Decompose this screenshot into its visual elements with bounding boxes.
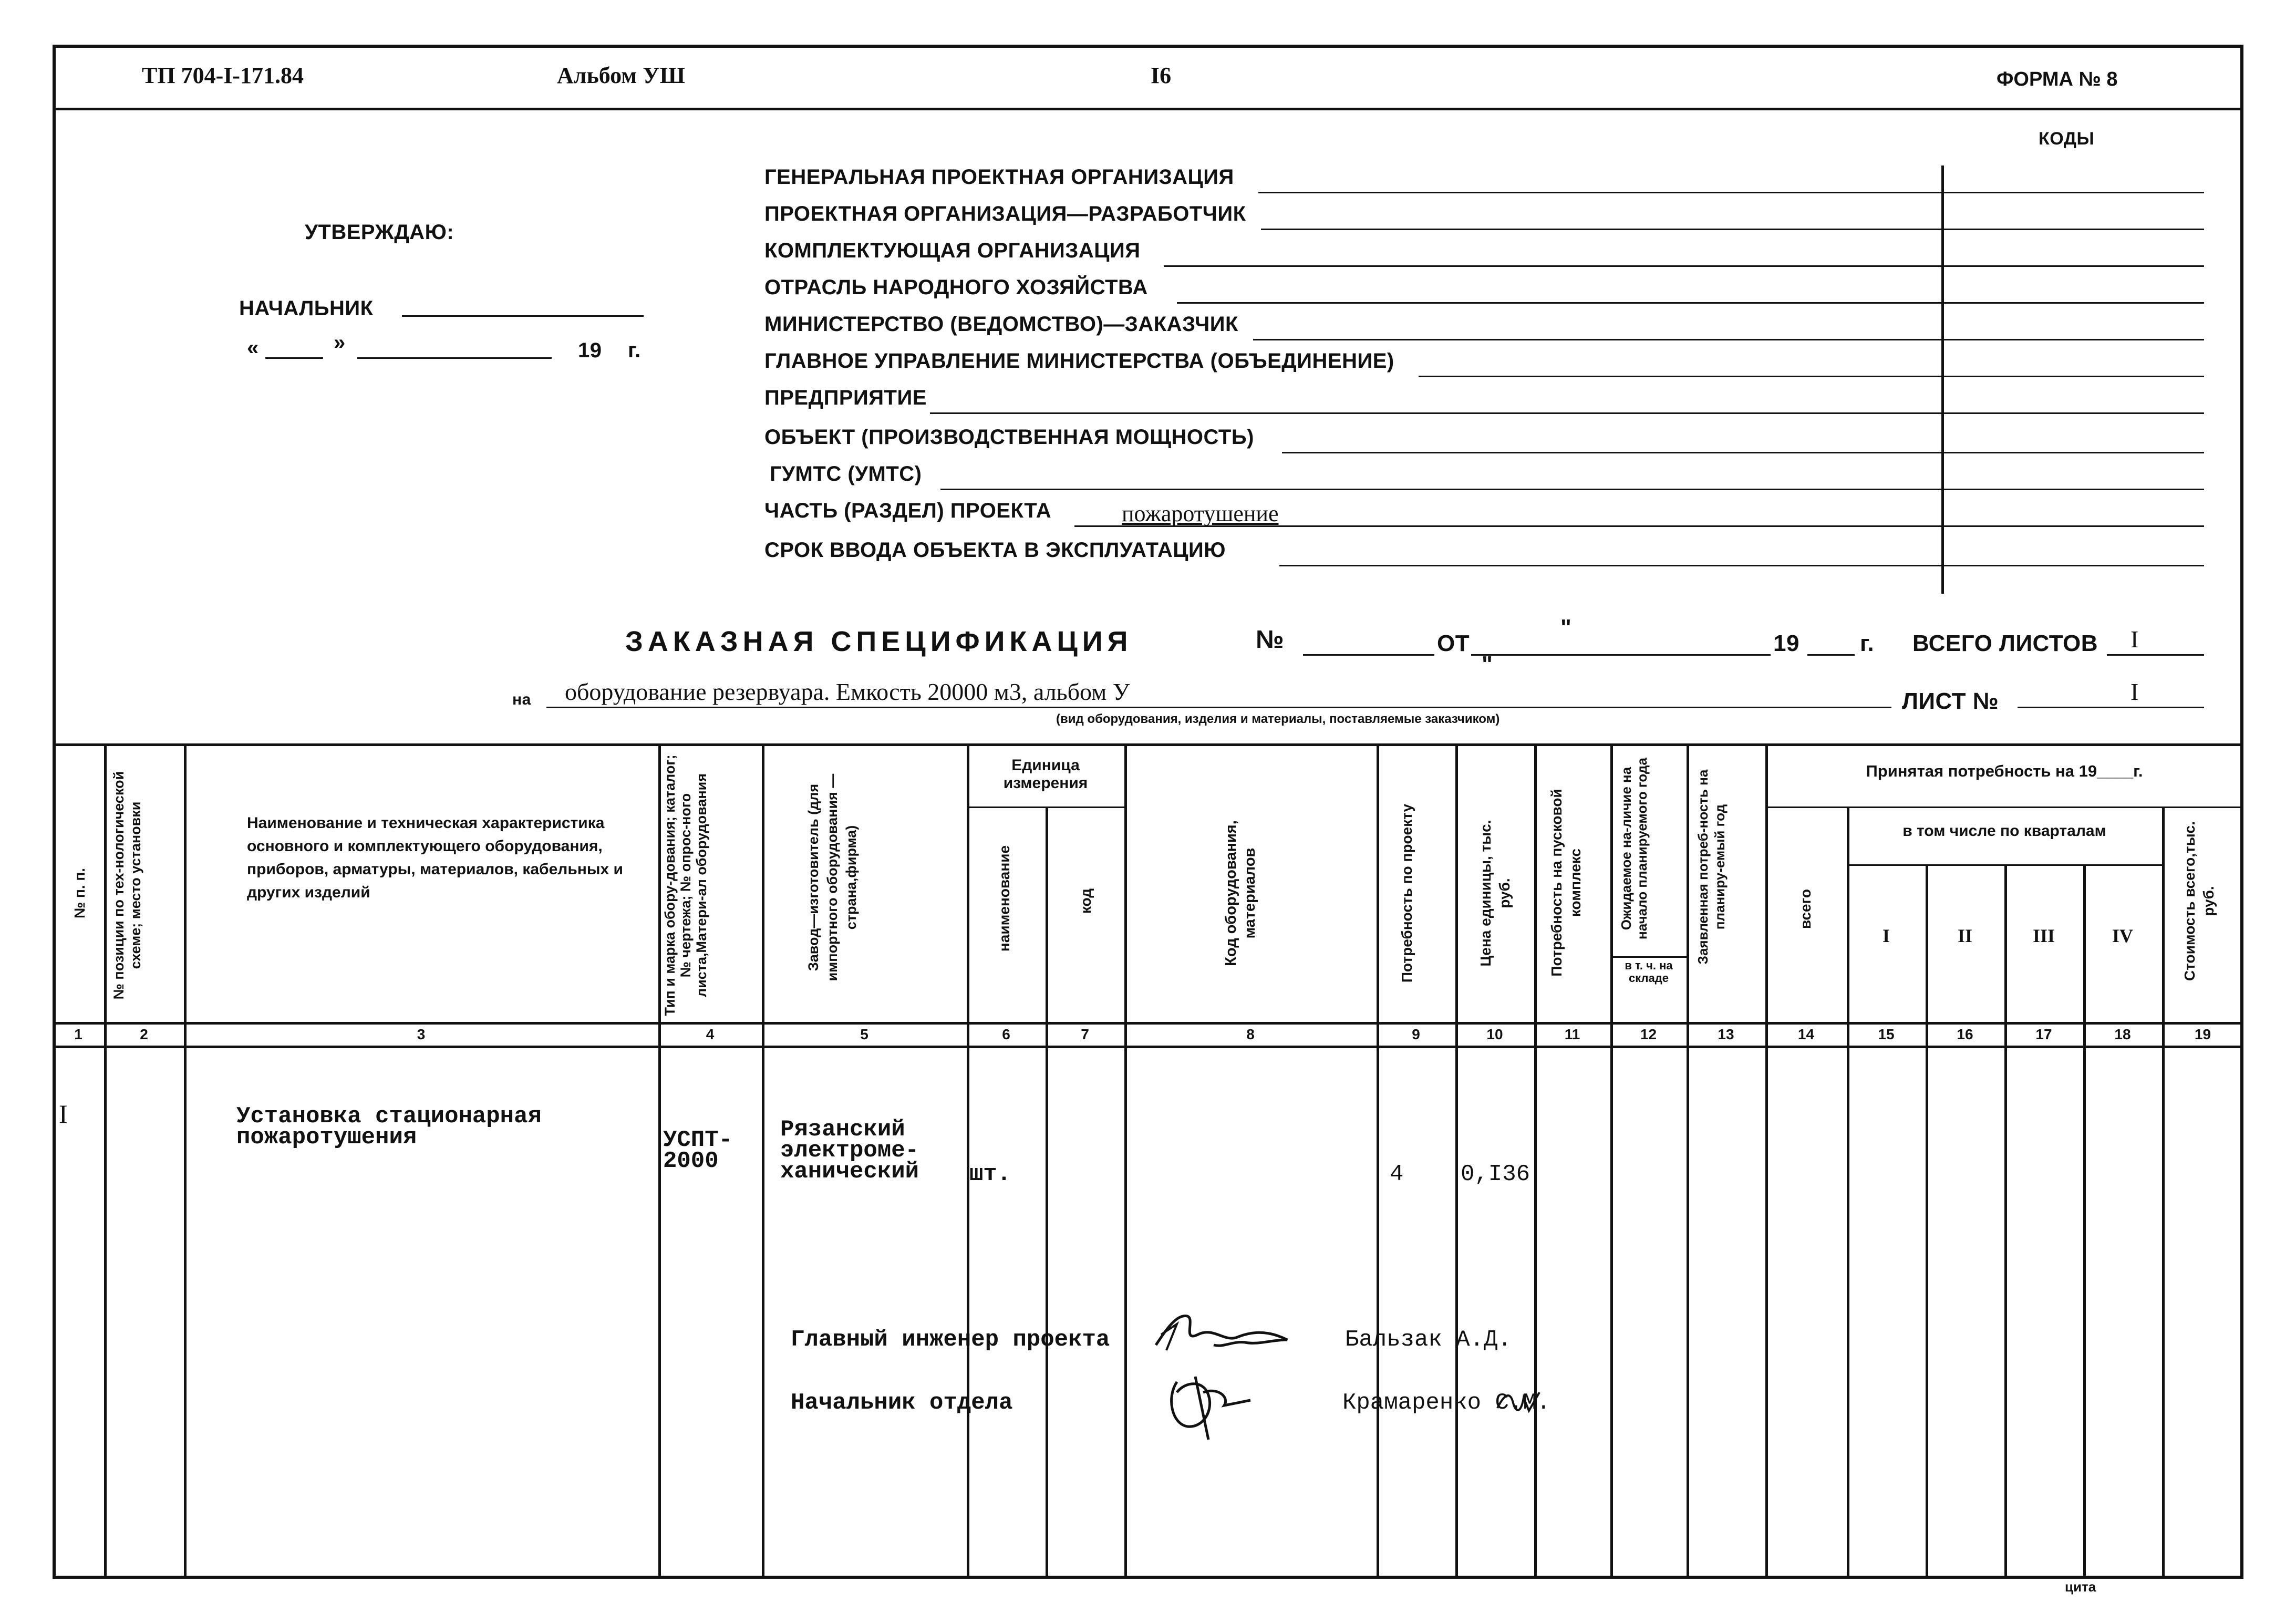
colnum-11: 11 [1564,1026,1580,1042]
page-number: I6 [1151,63,1172,88]
footer-stamp: цита [2065,1579,2096,1595]
col-divider-18 [2162,806,2165,1579]
col-divider-16 [2004,864,2007,1579]
colnum-14: 14 [1797,1026,1815,1042]
table-top-border [53,743,2243,746]
org-field-industry-line [1177,302,2204,304]
org-field-industry-label: ОТРАСЛЬ НАРОДНОГО ХОЗЯЙСТВА [764,276,1148,299]
header-c6: наименование [996,845,1012,952]
colnum-10: 10 [1486,1026,1503,1042]
org-field-section-value: пожаротушение [1122,501,1279,526]
spec-sheet-value: I [2130,678,2139,705]
spec-sheet-line [2018,707,2204,708]
spec-year-label: 19 [1773,630,1799,656]
row-1-type-line1: УСПТ- [663,1127,733,1153]
col-divider-10 [1534,743,1537,1579]
org-field-developer-line [1261,229,2204,230]
col-divider-2 [184,743,187,1579]
org-field-general-line [1258,192,2204,193]
colnum-7: 7 [1081,1026,1089,1042]
col-divider-17 [2083,864,2086,1579]
header-c10: Цена единицы, тыс. руб. [1477,820,1513,967]
org-field-object-label: ОБЪЕКТ (ПРОИЗВОДСТВЕННАЯ МОЩНОСТЬ) [764,426,1254,449]
in-stock-divider [1610,956,1687,958]
date-open-quote: « [247,336,259,359]
col-divider-12 [1687,743,1689,1579]
col-divider-6 [1046,806,1048,1579]
org-field-gumts-label: ГУМТС (УМТС) [770,462,922,485]
org-field-commissioning-label: СРОК ВВОДА ОБЪЕКТА В ЭКСПЛУАТАЦИЮ [764,539,1226,562]
colnum-3: 3 [417,1026,426,1042]
col-divider-14 [1847,806,1849,1579]
spec-total-sheets-label: ВСЕГО ЛИСТОВ [1912,630,2098,656]
signature-1-role: Главный инженер проекта [791,1327,1110,1353]
org-field-ministry-label: МИНИСТЕРСТВО (ВЕДОМСТВО)—ЗАКАЗЧИК [764,313,1238,336]
org-field-enterprise-label: ПРЕДПРИЯТИЕ [764,386,927,409]
org-field-main-dept-label: ГЛАВНОЕ УПРАВЛЕНИЕ МИНИСТЕРСТВА (ОБЪЕДИНЕНИЕ) [764,349,1394,373]
header-c2: № позиции по тех-нологической схеме; место установки [111,771,143,1000]
header-c11: Потребность на пусковой комплекс [1548,789,1584,977]
header-c12b: в т. ч. на складе [1625,959,1673,985]
org-field-section-line [1074,525,2204,527]
spec-date-line [1471,654,1771,656]
spec-title: ЗАКАЗНАЯ СПЕЦИФИКАЦИЯ [625,626,1133,657]
colnum-1: 1 [74,1026,82,1042]
spec-year-line [1807,654,1855,656]
org-field-enterprise-line [930,412,2204,414]
org-field-section-label: ЧАСТЬ (РАЗДЕЛ) ПРОЕКТА [764,499,1052,522]
spec-g-label: г. [1860,630,1875,656]
colnum-12: 12 [1640,1026,1657,1042]
org-field-main-dept-line [1419,376,2204,377]
handwritten-signatures [1145,1293,1345,1466]
spec-total-sheets-line [2107,654,2204,656]
top-bar-divider [53,108,2243,110]
col-divider-1 [104,743,107,1579]
header-accepted-group: Принятая потребность на 19____г. [1866,762,2143,780]
unit-group-line [967,806,1124,808]
header-c15: I [1882,925,1890,946]
header-c18: IV [2112,925,2133,946]
colnum-17: 17 [2035,1026,2052,1042]
row-1-maker-line1: Рязанский [780,1116,905,1143]
org-field-object-line [1282,452,2204,453]
colnum-15: 15 [1878,1026,1895,1042]
date-day-line [265,357,323,359]
spec-subject-caption: (вид оборудования, изделия и материалы, поставляемые заказчиком) [1056,712,1500,726]
header-c7: код [1078,888,1094,914]
signature-1-name: Бальзак А.Д. [1345,1327,1512,1353]
col-divider-8 [1377,743,1379,1579]
header-c13: Заявленная потреб-ность на планиру-емый год [1695,769,1728,965]
date-year: 19 [578,339,602,362]
colnum-19: 19 [2194,1026,2211,1042]
org-field-supplier-label: КОМПЛЕКТУЮЩАЯ ОРГАНИЗАЦИЯ [764,239,1141,262]
col-divider-15 [1926,864,1928,1579]
header-c3: Наименование и техническая характеристика основного и комплектующего оборудования, приборов, арматуры, материалов, кабельных и других изделий [247,814,623,901]
form-number: ФОРМА № 8 [1997,68,2118,90]
spec-date-quote-open: " [1560,615,1571,640]
header-c16: II [1957,925,1973,946]
album-label: Альбом УШ [557,63,685,88]
colnum-2: 2 [140,1026,148,1042]
col-divider-13 [1765,743,1768,1579]
header-c8: Код оборудования, материалов [1223,820,1258,966]
date-close-quote: » [334,331,346,354]
col-divider-4 [762,743,764,1579]
org-field-general-label: ГЕНЕРАЛЬНАЯ ПРОЕКТНАЯ ОРГАНИЗАЦИЯ [764,166,1234,189]
spec-number-label: № [1256,626,1285,654]
row-1-maker-line2: электроме- [780,1138,919,1164]
colnum-4: 4 [706,1026,715,1042]
spec-total-sheets-value: I [2130,626,2139,653]
header-c5: Завод—изготовитель (для импортного оборудования —страна,фирма) [805,773,859,981]
colnum-9: 9 [1412,1026,1420,1042]
org-field-commissioning-line [1279,565,2204,566]
header-c1: № п. п. [71,867,88,919]
col-divider-3 [658,743,661,1579]
spec-subject: оборудование резервуара. Емкость 20000 м3, альбом У [565,678,1130,705]
approve-label: УТВЕРЖДАЮ: [305,221,454,244]
row-1-type-line2: 2000 [663,1148,719,1174]
handwritten-initials [1492,1387,1555,1419]
col-divider-9 [1455,743,1458,1579]
col-divider-7 [1124,743,1127,1579]
colnum-5: 5 [860,1026,868,1042]
spec-sheet-label: ЛИСТ № [1902,688,1999,714]
signature-2-name: Крамаренко С.М. [1342,1390,1551,1416]
spec-on-label: на [512,691,531,708]
header-c19: Стоимость всего,тыс. руб. [2181,821,2217,981]
colnum-6: 6 [1002,1026,1010,1042]
org-field-supplier-line [1164,265,2204,267]
colnum-18: 18 [2114,1026,2131,1042]
date-month-line [357,357,552,359]
header-c14: всего [1797,888,1814,929]
colnum-8: 8 [1246,1026,1255,1042]
row-1-need: 4 [1390,1161,1404,1187]
spec-from-label: ОТ [1437,630,1470,656]
header-c4: Тип и марка обору-дования; каталог; № чертежа; № опрос-ного листа,Матери-ал оборудования [662,754,709,1016]
row-1-price: 0,I36 [1461,1161,1530,1187]
quarters-group-line [1847,864,2162,866]
org-field-ministry-line [1253,339,2204,340]
spec-date-quote-close: " [1482,652,1493,677]
chief-label: НАЧАЛЬНИК [239,297,374,320]
row-1-number: I [59,1099,68,1129]
colnum-16: 16 [1957,1026,1973,1042]
row-1-name-line1: Установка стационарная [236,1103,542,1130]
header-c9: Потребность по проекту [1399,803,1415,983]
accepted-group-line [1765,806,2243,808]
col-divider-11 [1610,743,1613,1579]
header-c12: Ожидаемое на-личие на начало планируемого года [1618,758,1650,939]
colnum-13: 13 [1718,1026,1734,1042]
date-suffix: г. [628,339,641,362]
table-header-bottom [53,1022,2243,1025]
project-code: ТП 704-I-171.84 [142,63,304,88]
spec-subject-line [546,707,1891,708]
header-c17: III [2032,925,2055,946]
header-quarters-group: в том числе по кварталам [1902,822,2106,840]
org-field-gumts-line [940,489,2204,490]
row-1-unit: шт. [969,1161,1011,1187]
chief-signature-line [402,315,644,317]
row-1-name-line2: пожаротушения [236,1124,417,1151]
signature-2-role: Начальник отдела [791,1390,1013,1416]
codes-header: КОДЫ [2039,129,2095,149]
org-field-developer-label: ПРОЕКТНАЯ ОРГАНИЗАЦИЯ—РАЗРАБОТЧИК [764,202,1246,225]
row-1-maker-line3: ханический [780,1159,919,1185]
header-unit-group: Единица измерения [1003,757,1088,792]
spec-number-line [1303,654,1434,656]
